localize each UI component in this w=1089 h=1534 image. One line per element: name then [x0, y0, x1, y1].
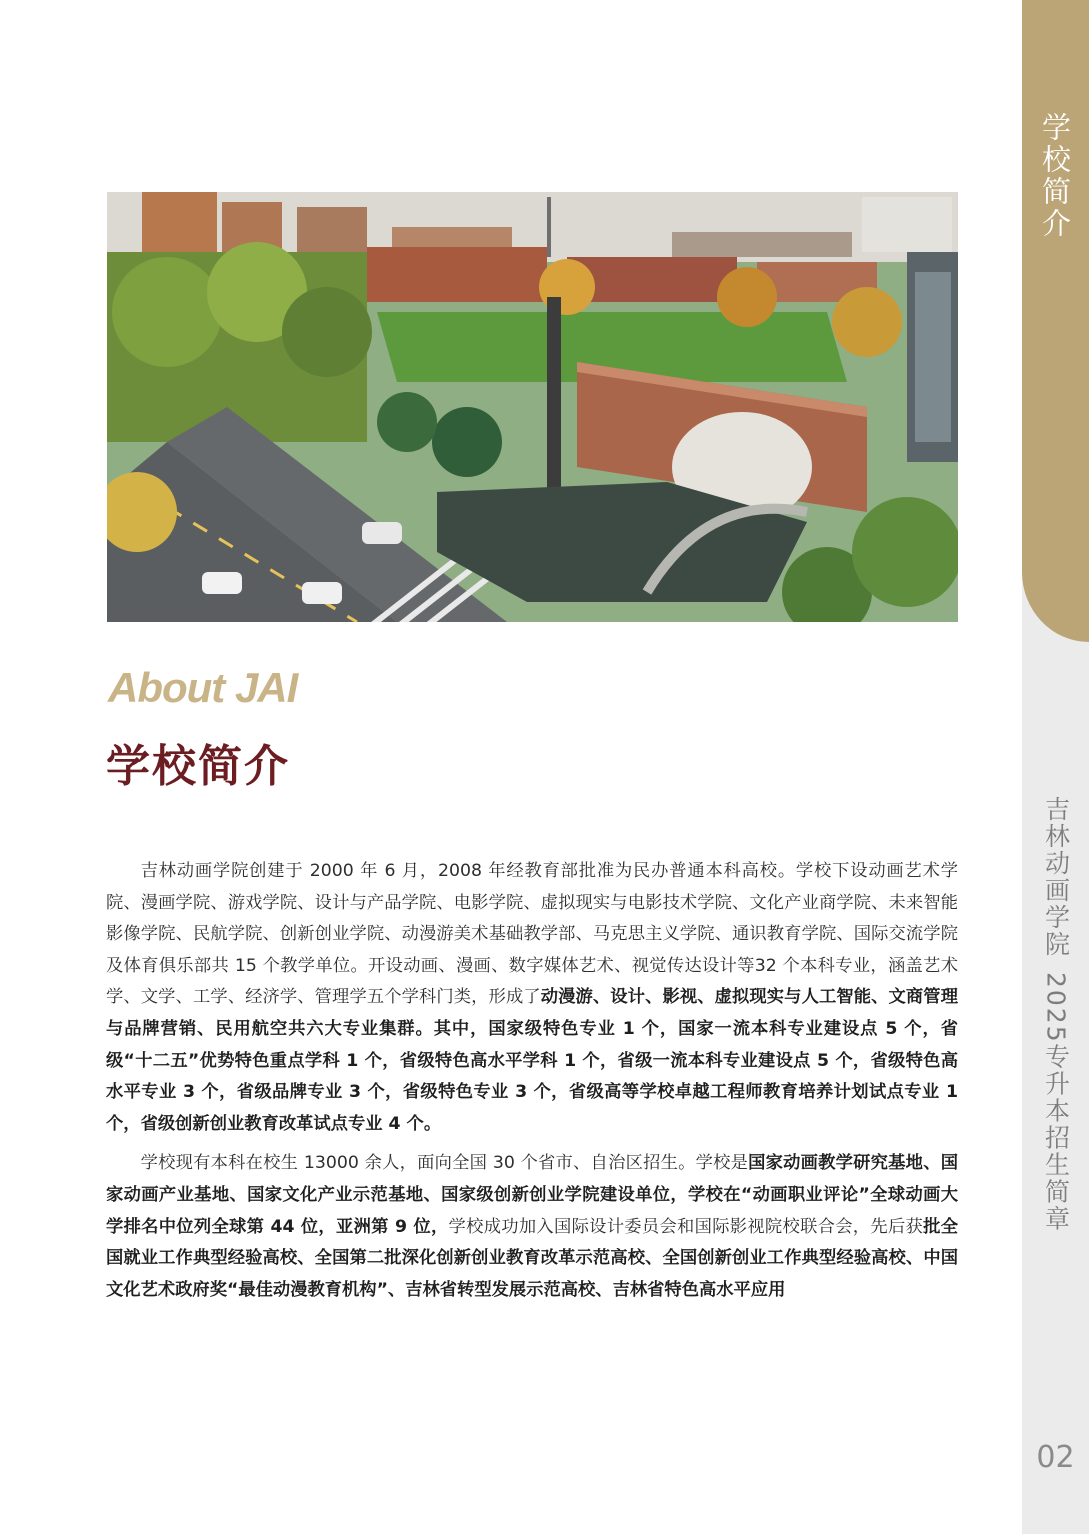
campus-photo-illustration [107, 192, 958, 622]
paragraph-2-text-a: 学校现有本科在校生 13000 余人，面向全国 30 个省市、自治区招生。学校是 [140, 1153, 749, 1174]
paragraph-2-bold-b: 批全国就业工作典型经验高校、全国第二批深化创新创业教育改革示范高校、全国创新创业工作典型经验高校、中国文化艺术政府奖“最佳动漫教育机构”、吉林省转型发展示范高校、吉林省特色高水平应用 [106, 1216, 958, 1300]
paragraph-1 [106, 856, 958, 1140]
paragraph-1-text: 吉林动画学院创建于 2000 年 6 月，2008 年经教育部批准为民办普通本科高校。学校下设动画艺术学院、漫画学院、游戏学院、设计与产品学院、电影学院、虚拟现实与电影技术学院、文化产业商学院、未来智能影像学院、民航学院、创新创业学院、动漫游美术基础教学部、马克思主义学院、通识教育学院、国际交流学院及体育俱乐部共 15 个教学单位。开设动画、漫画、数字媒体艺术、视觉传达设计等32 个本科专业，涵盖艺术学、文学、工学、经济学、管理学五个学科门类，形成了 [106, 861, 958, 1008]
sidebar-caption [1038, 796, 1074, 1233]
sidebar-tab-title-container [1022, 112, 1089, 240]
sidebar-tab-title: 学校简介 [1038, 112, 1072, 240]
sidebar-caption-brochure: 2025专升本招生简章 [1041, 972, 1071, 1233]
paragraph-2 [106, 1148, 958, 1306]
sidebar-caption-school: 吉林动画学院 [1041, 796, 1071, 958]
page-number: 02 [1036, 1440, 1075, 1475]
paragraph-2-text-b: 学校成功加入国际设计委员会和国际影视院校联合会，先后获 [448, 1216, 924, 1237]
sidebar-caption-container [1022, 796, 1089, 1233]
campus-photo [107, 192, 958, 622]
body-text [106, 856, 958, 1314]
about-heading: About JAI [108, 664, 298, 711]
section-title: 学校简介 [106, 741, 290, 792]
paragraph-2-bold-a: 国家动画教学研究基地、国家动画产业基地、国家文化产业示范基地、国家级创新创业学院建设单位，学校在“动画职业评论”全球动画大学排名中位列全球第 44 位，亚洲第 9 位， [106, 1153, 958, 1237]
paragraph-1-bold: 动漫游、设计、影视、虚拟现实与人工智能、文商管理与品牌营销、民用航空共六大专业集群。其中，国家级特色专业 1 个，国家一流本科专业建设点 5 个，省级“十二五”优势特色重点学科 1 个，省级特色高水平学科 1 个，省级一流本科专业建设点 5 个，省级特色高水平专业 3 个，省级品牌专业 3 个，省级特色专业 3 个，省级高等学校卓越工程师教育培养计划试点专业 1 个，省级创新创业教育改革试点专业 4 个。 [106, 987, 958, 1134]
sidebar-section-tab [1022, 0, 1089, 642]
